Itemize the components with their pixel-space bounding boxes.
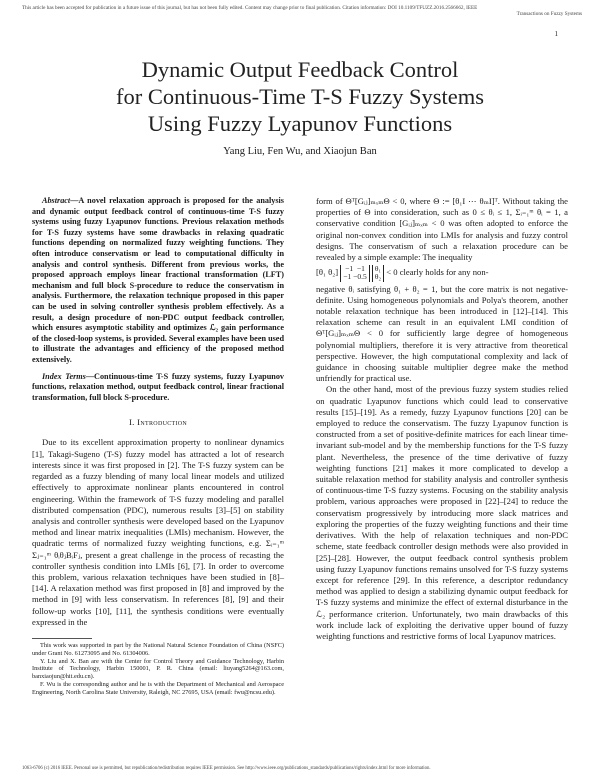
copyright-footer: 1063-6706 (c) 2016 IEEE. Personal use is permitted, but republication/redistribution requires IEEE permission. See http://www.ieee.org/publications_standards/publications/rights/index.html for more information.: [22, 766, 431, 771]
m21: −1: [343, 272, 352, 282]
right-paragraph-1b: negative θᵢ satisfying θ₁ + θ₂ = 1, but the core matrix is not negative-definite. Using homogeneous polynomials and Polya's theorem, another notable relaxation technique has been introduced in [12]–[14]. This relaxation scheme can result in an equivalent LMI condition of Θᵀ[Gᵢⱼ]ₘₓₘΘ < 0 for sufficiently large degree of homogeneous polynomial multipliers, therefore it is very attractive from theoretical perspective. However, the high computational complexity and lack of guidance in choosing suitable multiplier degree make the method unfriendly for practical use.: [316, 283, 568, 384]
m11: −1: [345, 264, 354, 274]
matrix-after-text: < 0 clearly holds for any non-: [386, 267, 489, 278]
column-vector: [372, 265, 384, 281]
footnote-affiliation-1: Y. Liu and X. Ban are with the Center for Control Theory and Guidance Technology, Harbin Institute of Technology, Harbin 150001, P. R. China (email: liuyang5264@163.com, banxiaojun@hit.edu.cn).: [32, 657, 284, 681]
m22: −0.5: [353, 272, 367, 282]
title-line-2: for Continuous-Time T-S Fuzzy Systems: [116, 84, 484, 109]
footnotes: [32, 642, 284, 697]
footnote-affiliation-2: F. Wu is the corresponding author and he is with the Department of Mechanical and Aerospace Engineering, North Carolina State University, Raleigh, NC 27695, USA (email: fwu@ncsu.edu).: [32, 680, 284, 696]
core-matrix: [340, 265, 369, 281]
col-bottom: θ₂: [374, 272, 382, 282]
author-list: Yang Liu, Fen Wu, and Xiaojun Ban: [223, 146, 377, 157]
footnote-funding: This work was supported in part by the National Natural Science Foundation of China (NSFC) under Grant No. 61273095 and No. 61304006.: [32, 641, 284, 657]
right-column: [316, 196, 568, 642]
journal-banner: [22, 5, 582, 18]
intro-paragraph-1: Due to its excellent approximation property to nonlinear dynamics [1], Takagi-Sugeno (T-S) fuzzy model has attracted a lot of research interests since it was first proposed in [2]. The T-S fuzzy system can be regarded as a fuzzy blending of many local linear models and utilized effectively to approximate nonlinear plants encountered in control engineering. Within the framework of T-S fuzzy modeling and parallel distributed compensation (PDC), numerous results [3]–[5] on stability analysis and controller synthesis were developed based on the Lyapunov method and linear matrix inequalities (LMIs) mechanism. However, the quadratic terms of normalized fuzzy weighting functions, e.g. Σᵢ₌₁ᵐ Σⱼ₌₁ᵐ θᵢθⱼBᵢFⱼ, present a great challenge in the process of recasting the controller synthesis condition into LMIs [6], [7]. In order to overcome this problem, various relaxation techniques have been studied in [8]–[14]. A relaxation method was first proposed in [8] and improved by the method in [9] with less conservatism. In references [8], [9] and their follow-up works [10], [11], the synthesis conditions were eventually expressed in the: [32, 437, 284, 627]
matrix-row-2: [343, 273, 366, 281]
index-terms: [32, 372, 284, 404]
abstract-text: —A novel relaxation approach is proposed for the analysis and dynamic output feedback control of continuous-time T-S fuzzy systems using fuzzy Lyapunov functions. Previous relaxation methods for T-S fuzzy systems have some drawbacks in relaxing quadratic functions depending on normalized fuzzy weighting functions. They often introduce conservatism or lead to computational difficulty in analysis and control synthesis. Different from previous works, the proposed approach employs linear fractional transformation (LFT) mechanism and full block S-procedure to reduce the conservatism in analysis. Furthermore, the relaxation technique proposed in this paper can be used in solving controller synthesis problem effectively. As a result, a design procedure of non-PDC output feedback controller, which ensures asymptotic stability and optimizes ℒ₂ gain performance of the closed-loop systems, is provided. Several examples have been used to illustrate the advantages and efficiency of the proposed method extensively.: [32, 196, 284, 364]
banner-line-1: This article has been accepted for publication in a future issue of this journal, but has not been fully edited. Content may change prior to final publication. Citation information: DOI 10.1109/TFUZZ.2016.2566662, IEEE: [22, 5, 478, 11]
right-paragraph-2: On the other hand, most of the previous fuzzy system studies relied on quadratic Lyapunov functions which could lead to conservative results [15]–[19]. As a remedy, fuzzy Lyapunov functions [20] can be employed to reduce the conservatism. The fuzzy Lyapunov function is constructed from a set of positive-definite matrices for each linear time-invariant sub-model and by the membership functions for the T-S fuzzy plant. Nevertheless, the presence of the time derivative of fuzzy weighting functions [21] makes it more complicated to develop a suitable relaxation method for stability analysis and controller synthesis of continuous-time T-S fuzzy systems. Focusing on the stability analysis problem, various approaches were proposed in [22]–[24] to reduce the conservatism progressively by introducing more slack matrices and exploring the properties of the fuzzy weighting functions and their time derivatives. With the help of relaxation techniques and non-PDC scheme, state feedback controller design methods were also provided in [25]–[28]. However, the output feedback control synthesis problem using fuzzy Lyapunov functions remains unsolved for T-S fuzzy systems except for reference [29]. In this reference, a descriptor redundancy method was applied to design a stabilizing dynamic output feedback for T-S fuzzy systems and minimize the effect of external disturbance in the ℒ₂ performance criterion. Unfortunately, two main drawbacks of this work include lack of exploiting the derivative upper bound of fuzzy weighting functions and restrictive forms of local Lyapunov matrices.: [316, 384, 568, 641]
banner-line-2: Transactions on Fuzzy Systems: [516, 11, 582, 18]
title-line-3: Using Fuzzy Lyapunov Functions: [147, 111, 453, 136]
right-paragraph-1a: form of Θᵀ[Gᵢⱼ]ₘₓₘΘ < 0, where Θ := [θ₁I ⋯ θₘI]ᵀ. Without taking the properties of Θ into consideration, such as 0 ≤ θᵢ ≤ 1, Σᵢ₌₁ᵐ θᵢ = 1, a conservative condition [Gᵢⱼ]ₘₓₘ < 0 was often adopted to enforce the original non-convex condition into LMIs for analysis and fuzzy control designs. The conservatism of such a relaxation procedure can be revealed by a simple example: The inequality: [316, 196, 568, 263]
row-vector: [θ₁ θ₂]: [316, 267, 339, 278]
m12: −1: [356, 264, 365, 274]
section-heading-introduction: I. Introduction: [128, 417, 188, 428]
abstract: [32, 196, 284, 366]
abstract-lead: Abstract: [42, 196, 71, 205]
paper-title: [0, 56, 600, 137]
title-line-1: Dynamic Output Feedback Control: [141, 57, 459, 82]
page-number: 1: [554, 30, 558, 38]
index-terms-lead: Index Terms: [42, 371, 86, 381]
footnote-divider: [32, 638, 92, 639]
left-column: [32, 196, 284, 697]
matrix-inequality: [316, 265, 568, 281]
col-top: θ₁: [374, 264, 382, 274]
index-terms-text: —Continuous-time T-S fuzzy systems, fuzzy Lyapunov functions, relaxation method, output feedback control, linear fractional transformation, full block S-procedure.: [32, 371, 285, 402]
